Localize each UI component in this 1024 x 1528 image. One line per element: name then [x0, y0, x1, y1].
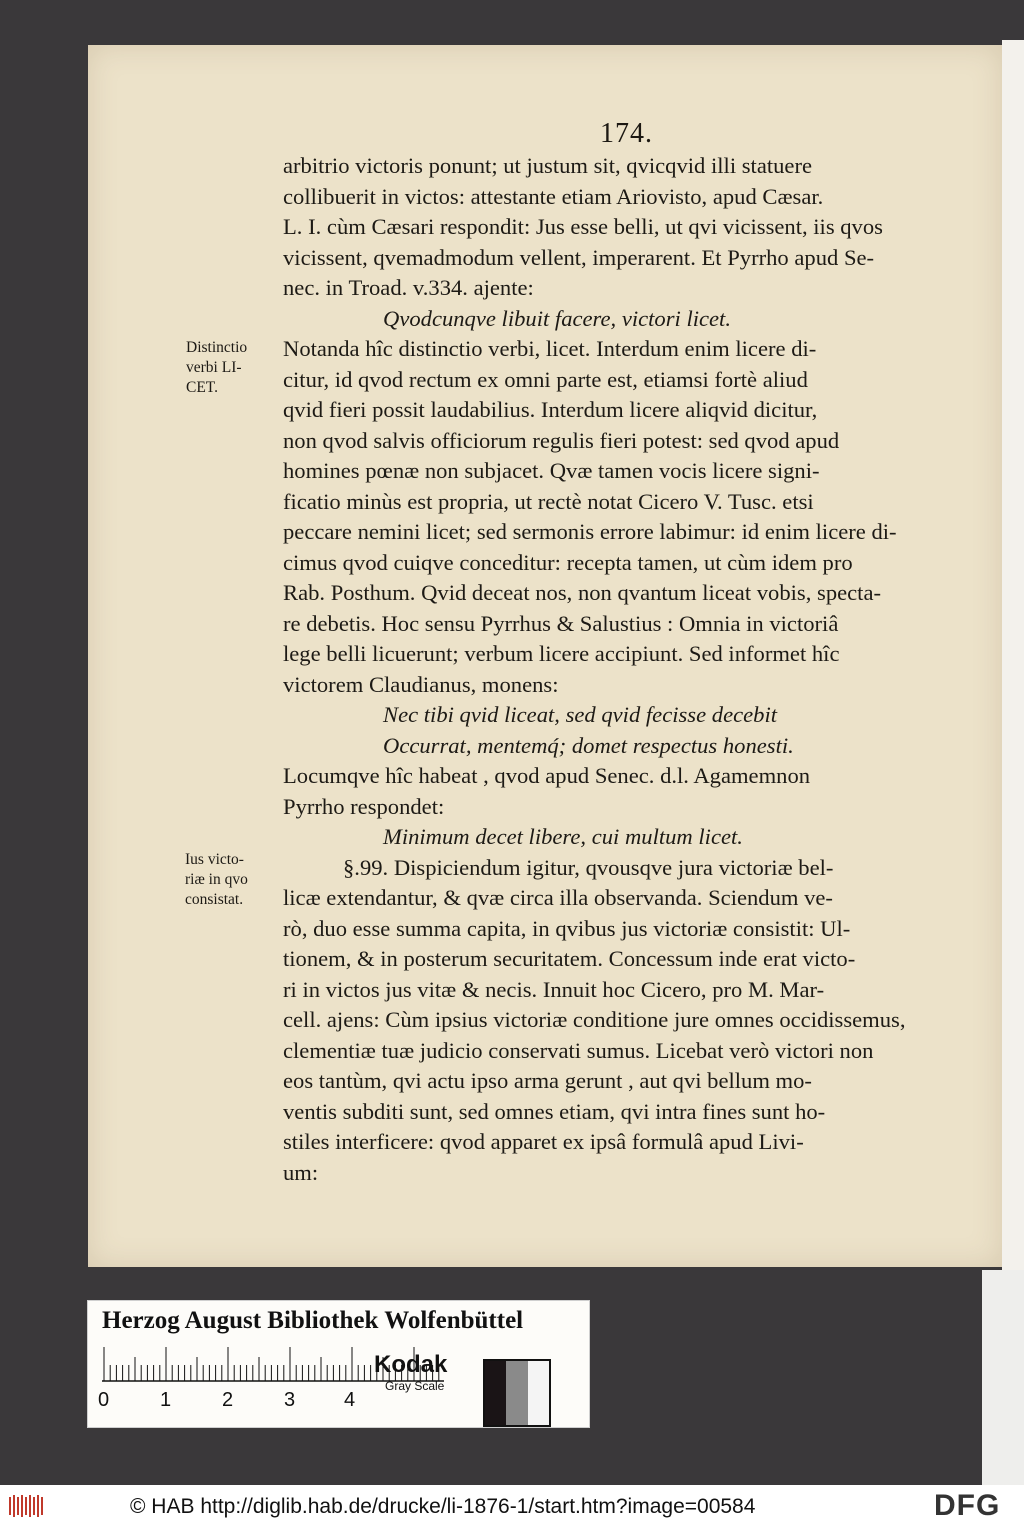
- text-line: Nec tibi qvid liceat, sed qvid fecisse decebit: [383, 702, 778, 727]
- text-line: Minimum decet libere, cui multum licet.: [383, 824, 743, 849]
- text-line: eos tantùm, qvi actu ipso arma gerunt , aut qvi bellum mo-: [283, 1068, 812, 1093]
- text-line: Notanda hîc distinctio verbi, licet. Interdum enim licere di-: [283, 336, 817, 361]
- margin-note-line: verbi LI-: [186, 359, 242, 376]
- text-line: clementiæ tuæ judicio conservati sumus. Licebat verò victori non: [283, 1037, 874, 1063]
- margin-note-line: CET.: [186, 379, 218, 396]
- margin-note-line: Ius victo-: [185, 851, 244, 868]
- text-line: licæ extendantur, & qvæ circa illa observanda. Sciendum ve-: [283, 885, 833, 910]
- text-line: collibuerit in victos: attestante etiam Ariovisto, apud Cæsar.: [283, 183, 824, 209]
- text-line: Locumqve hîc habeat , qvod apud Senec. d.l. Agamemnon: [283, 763, 811, 788]
- text-line: lege belli licuerunt; verbum licere accipiunt. Sed informet hîc: [283, 641, 840, 666]
- body-text: [283, 151, 973, 1188]
- text-line: L. I. cùm Cæsari respondit: Jus esse belli, ut qvi vicissent, iis qvos: [283, 214, 883, 239]
- text-line: ventis subditi sunt, sed omnes etiam, qvi intra fines sunt ho-: [283, 1098, 826, 1124]
- text-line: ri in victos jus vitæ & necis. Innuit hoc Cicero, pro M. Mar-: [283, 976, 825, 1002]
- text-line: vicissent, qvemadmodum vellent, imperarent. Et Pyrrho apud Se-: [283, 244, 875, 270]
- text-line: rò, duo esse summa capita, in qvibus jus victoriæ consistit: Ul-: [283, 915, 851, 941]
- gray-scale-label: Gray Scale: [385, 1379, 445, 1393]
- copyright-url[interactable]: © HAB http://diglib.hab.de/drucke/li-1876-1/start.htm?image=00584: [130, 1495, 756, 1518]
- text-line: homines pœnæ non subjacet. Qvæ tamen vocis licere signi-: [283, 458, 820, 483]
- page-edge-lower: [982, 1270, 1024, 1485]
- gray-patch-light: [528, 1361, 549, 1425]
- text-line: Occurrat, mentemq́; domet respectus honesti.: [383, 732, 794, 758]
- scale-number: 3: [284, 1389, 296, 1411]
- text-line: arbitrio victoris ponunt; ut justum sit, qvicqvid illi statuere: [283, 153, 813, 178]
- text-line: cimus qvod cuiqve conceditur: recepta tamen, ut cùm idem pro: [283, 549, 853, 575]
- scale-number: 0: [98, 1389, 110, 1411]
- kodak-logo: Kodak: [374, 1351, 448, 1378]
- scale-number: 1: [160, 1389, 172, 1411]
- text-line: nec. in Troad. v.334. ajente:: [283, 275, 534, 300]
- text-line: ficatio minùs est propria, ut rectè notat Cicero V. Tusc. etsi: [283, 488, 814, 514]
- footer: [0, 1485, 1024, 1528]
- text-line: tionem, & in posterum securitatem. Concessum inde erat victo-: [283, 946, 856, 971]
- gray-patch-mid: [506, 1361, 527, 1425]
- page-number: 174.: [600, 118, 653, 149]
- page-edge: [1002, 40, 1024, 1280]
- margin-note-distinctio: [186, 338, 282, 398]
- margin-note-line: consistat.: [185, 891, 244, 908]
- text-line: non qvod salvis officiorum regulis fieri potest: sed qvod apud: [283, 427, 840, 453]
- text-line: Pyrrho respondet:: [283, 793, 445, 819]
- text-line: peccare nemini licet; sed sermonis errore labimur: id enim licere di-: [283, 519, 897, 544]
- text-line: qvid fieri possit laudabilius. Interdum licere aliqvid dicitur,: [283, 397, 818, 422]
- margin-note-ius-victoriae: [185, 850, 281, 910]
- library-name: Herzog August Bibliothek Wolfenbüttel: [102, 1307, 524, 1334]
- margin-note-line: Distinctio: [186, 339, 248, 356]
- margin-note-line: riæ in qvo: [185, 871, 248, 888]
- gray-patches: [483, 1359, 551, 1427]
- text-line: victorem Claudianus, monens:: [283, 671, 559, 697]
- scale-number: 2: [222, 1389, 234, 1411]
- text-line: cell. ajens: Cùm ipsius victoriæ conditione jure omnes occidissemus,: [283, 1007, 906, 1032]
- text-line: re debetis. Hoc sensu Pyrrhus & Salustius : Omnia in victoriâ: [283, 610, 839, 636]
- text-line: citur, id qvod rectum ex omni parte est, etiamsi fortè aliud: [283, 366, 808, 392]
- text-line: Rab. Posthum. Qvid deceat nos, non qvantum liceat vobis, specta-: [283, 580, 881, 605]
- hab-logo-icon: [8, 1493, 48, 1519]
- gray-patch-dark: [485, 1361, 506, 1425]
- scale-number: 4: [344, 1389, 356, 1411]
- calibration-card: [87, 1300, 590, 1428]
- dfg-logo: DFG: [934, 1489, 1001, 1522]
- text-line: Qvodcunqve libuit facere, victori licet.: [383, 305, 731, 331]
- text-line: §.99. Dispiciendum igitur, qvousqve jura victoriæ bel-: [343, 854, 834, 880]
- text-line: um:: [283, 1159, 319, 1185]
- text-line: stiles interficere: qvod apparet ex ipsâ formulâ apud Livi-: [283, 1129, 804, 1154]
